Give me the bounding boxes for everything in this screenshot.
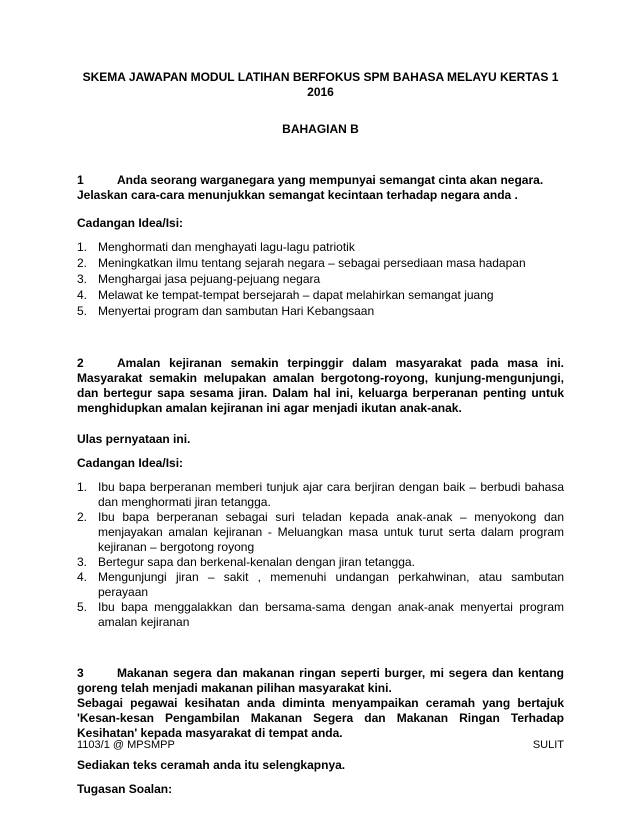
question-2 bbox=[77, 356, 564, 630]
footer-code: 1103/1 @ MPSMPP bbox=[77, 739, 175, 751]
question-2-text bbox=[77, 356, 564, 416]
list-item: 1. Menghormati dan menghayati lagu-lagu patriotik bbox=[77, 240, 355, 254]
list-item: 4. Mengunjungi jiran – sakit , memenuhi undangan perkahwinan, atau sambutan perayaan bbox=[77, 570, 564, 599]
document-year: 2016 bbox=[307, 85, 334, 99]
question-3-number: 3 bbox=[77, 666, 84, 680]
question-2-body: Amalan kejiranan semakin terpinggir dalam masyarakat pada masa ini. Masyarakat semakin melupakan amalan bergotong-royong, kunjung-mengunjungi, dan bertegur sapa sesama jiran. Dalam hal ini, keluarga berperanan penting untuk menghidupkan amalan kejiranan ini agar menjadi ikutan anak-anak. bbox=[77, 356, 564, 415]
document-body bbox=[77, 70, 564, 797]
question-2-number: 2 bbox=[77, 356, 84, 370]
question-3-instruction: Sediakan teks ceramah anda itu selengkapnya. bbox=[77, 758, 346, 772]
question-1-line1: Anda seorang warganegara yang mempunyai semangat cinta akan negara. bbox=[117, 173, 544, 187]
page-footer bbox=[77, 738, 564, 753]
list-item: 5. Ibu bapa menggalakkan dan bersama-sama dengan anak-anak menyertai program amalan kejiranan bbox=[77, 600, 564, 629]
question-3-label: Tugasan Soalan: bbox=[77, 782, 173, 796]
list-item: 4. Melawat ke tempat-tempat bersejarah – dapat melahirkan semangat juang bbox=[77, 288, 494, 302]
question-2-instruction: Ulas pernyataan ini. bbox=[77, 432, 191, 446]
list-item: 3. Bertegur sapa dan berkenal-kenalan dengan jiran tetangga. bbox=[77, 555, 415, 569]
document-title: SKEMA JAWAPAN MODUL LATIHAN BERFOKUS SPM BAHASA MELAYU KERTAS 1 bbox=[82, 70, 559, 84]
footer-classification: SULIT bbox=[532, 739, 564, 751]
question-1-text bbox=[77, 173, 564, 203]
list-item: 3. Menghargai jasa pejuang-pejuang negara bbox=[77, 272, 321, 286]
list-item: 2. Ibu bapa berperanan sebagai suri teladan kepada anak-anak – menyokong dan menjayakan amalan kejiranan - Meluangkan masa untuk turut serta dalam program kejiranan – bergotong royong bbox=[77, 510, 564, 554]
question-3-text bbox=[77, 666, 564, 696]
question-1-line2: Jelaskan cara-cara menunjukkan semangat kecintaan terhadap negara anda . bbox=[77, 188, 518, 202]
question-2-label: Cadangan Idea/Isi: bbox=[77, 456, 184, 470]
question-2-list bbox=[77, 480, 564, 630]
list-item: 2. Meningkatkan ilmu tentang sejarah negara – sebagai persediaan masa hadapan bbox=[77, 256, 526, 270]
question-3-paragraph-2: Sebagai pegawai kesihatan anda diminta menyampaikan ceramah yang bertajuk 'Kesan-kesan Pengambilan Makanan Segera dan Makanan Ringan Terhadap Kesihatan' kepada masyarakat di tempat anda. bbox=[77, 696, 564, 740]
question-1 bbox=[77, 173, 564, 319]
section-heading: BAHAGIAN B bbox=[282, 122, 359, 136]
question-1-label: Cadangan Idea/Isi: bbox=[77, 216, 184, 230]
list-item: 1. Ibu bapa berperanan memberi tunjuk ajar cara berjiran dengan baik – berbudi bahasa dan menghormati jiran tetangga. bbox=[77, 480, 564, 509]
question-3-paragraph-1: Makanan segera dan makanan ringan seperti burger, mi segera dan kentang goreng telah menjadi makanan pilihan masyarakat kini. bbox=[77, 666, 564, 695]
question-1-list bbox=[77, 239, 564, 319]
list-item: 5. Menyertai program dan sambutan Hari Kebangsaan bbox=[77, 304, 375, 318]
question-3 bbox=[77, 666, 564, 797]
question-1-number: 1 bbox=[77, 173, 84, 187]
